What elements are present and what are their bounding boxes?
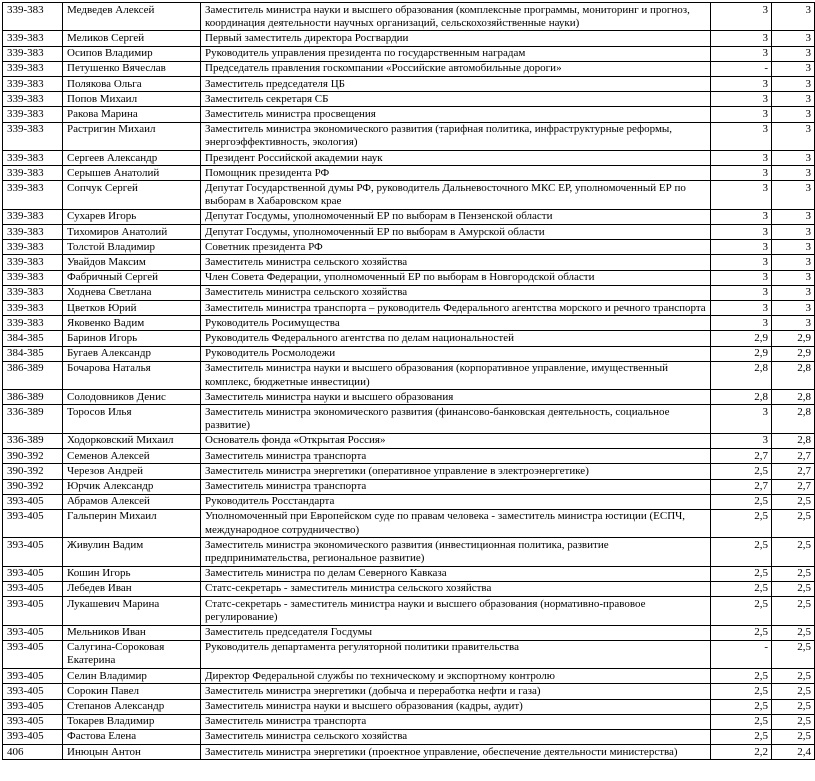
name-cell: Лукашевич Марина — [63, 597, 201, 625]
rank-cell: 393-405 — [3, 538, 63, 566]
score2-cell: 2,5 — [772, 729, 815, 744]
score1-cell: 2,5 — [711, 597, 772, 625]
name-cell: Серышев Анатолий — [63, 166, 201, 181]
table-row — [3, 361, 815, 389]
score2-cell: 3 — [772, 46, 815, 61]
position-cell: Заместитель министра по делам Северного Кавказа — [201, 566, 711, 581]
name-cell: Мельников Иван — [63, 625, 201, 640]
score2-cell: 2,5 — [772, 581, 815, 596]
table-row — [3, 479, 815, 494]
rank-cell: 339-383 — [3, 225, 63, 240]
rank-cell: 339-383 — [3, 122, 63, 150]
table-row — [3, 669, 815, 684]
score2-cell: 2,5 — [772, 699, 815, 714]
name-cell: Солодовников Денис — [63, 390, 201, 405]
name-cell: Яковенко Вадим — [63, 316, 201, 331]
position-cell: Заместитель министра сельского хозяйства — [201, 285, 711, 300]
name-cell: Медведев Алексей — [63, 3, 201, 31]
name-cell: Сорокин Павел — [63, 684, 201, 699]
position-cell: Помощник президента РФ — [201, 166, 711, 181]
table-row — [3, 745, 815, 760]
position-cell: Заместитель министра транспорта – руководитель Федерального агентства морского и речного транспорта — [201, 301, 711, 316]
name-cell: Селин Владимир — [63, 669, 201, 684]
name-cell: Растригин Михаил — [63, 122, 201, 150]
name-cell: Торосов Илья — [63, 405, 201, 433]
score1-cell: 3 — [711, 46, 772, 61]
position-cell: Уполномоченный при Европейском суде по правам человека - заместитель министра юстиции (ЕСПЧ, международное сотрудничество) — [201, 509, 711, 537]
name-cell: Сопчук Сергей — [63, 181, 201, 209]
table-row — [3, 581, 815, 596]
rank-cell: 339-383 — [3, 270, 63, 285]
name-cell: Петушенко Вячеслав — [63, 61, 201, 76]
table-row — [3, 509, 815, 537]
score1-cell: 3 — [711, 209, 772, 224]
table-row — [3, 77, 815, 92]
score1-cell: 3 — [711, 3, 772, 31]
name-cell: Сухарев Игорь — [63, 209, 201, 224]
rank-cell: 339-383 — [3, 46, 63, 61]
score1-cell: 3 — [711, 316, 772, 331]
rank-cell: 339-383 — [3, 316, 63, 331]
score2-cell: 3 — [772, 181, 815, 209]
score2-cell: 3 — [772, 3, 815, 31]
rank-cell: 339-383 — [3, 107, 63, 122]
ranking-table-body — [3, 3, 815, 760]
score2-cell: 3 — [772, 209, 815, 224]
score2-cell: 3 — [772, 92, 815, 107]
score1-cell: 3 — [711, 166, 772, 181]
position-cell: Заместитель министра экономического развития (тарифная политика, инфраструктурные реформы, энергоэффективность, экология) — [201, 122, 711, 150]
score2-cell: 2,7 — [772, 479, 815, 494]
name-cell: Степанов Александр — [63, 699, 201, 714]
position-cell: Руководитель департамента регуляторной политики правительства — [201, 640, 711, 668]
table-row — [3, 225, 815, 240]
table-row — [3, 151, 815, 166]
rank-cell: 339-383 — [3, 301, 63, 316]
name-cell: Полякова Ольга — [63, 77, 201, 92]
score1-cell: 2,5 — [711, 714, 772, 729]
score2-cell: 2,5 — [772, 669, 815, 684]
position-cell: Заместитель министра науки и высшего образования (кадры, аудит) — [201, 699, 711, 714]
name-cell: Увайдов Максим — [63, 255, 201, 270]
score1-cell: 2,8 — [711, 361, 772, 389]
score2-cell: 3 — [772, 285, 815, 300]
rank-cell: 390-392 — [3, 449, 63, 464]
table-row — [3, 316, 815, 331]
table-row — [3, 390, 815, 405]
table-row — [3, 449, 815, 464]
score2-cell: 2,5 — [772, 494, 815, 509]
table-row — [3, 107, 815, 122]
score1-cell: 2,5 — [711, 684, 772, 699]
position-cell: Заместитель министра сельского хозяйства — [201, 729, 711, 744]
score1-cell: 2,5 — [711, 699, 772, 714]
position-cell: Депутат Госдумы, уполномоченный ЕР по выборам в Амурской области — [201, 225, 711, 240]
document-page — [2, 2, 814, 760]
rank-cell: 390-392 — [3, 464, 63, 479]
position-cell: Руководитель Росимущества — [201, 316, 711, 331]
name-cell: Толстой Владимир — [63, 240, 201, 255]
score2-cell: 2,8 — [772, 390, 815, 405]
name-cell: Бугаев Александр — [63, 346, 201, 361]
score1-cell: 2,8 — [711, 390, 772, 405]
rank-cell: 339-383 — [3, 77, 63, 92]
score2-cell: 2,8 — [772, 361, 815, 389]
score2-cell: 2,5 — [772, 625, 815, 640]
name-cell: Фастова Елена — [63, 729, 201, 744]
table-row — [3, 255, 815, 270]
table-row — [3, 684, 815, 699]
rank-cell: 393-405 — [3, 640, 63, 668]
score1-cell: 3 — [711, 181, 772, 209]
score1-cell: 2,5 — [711, 494, 772, 509]
name-cell: Юрчик Александр — [63, 479, 201, 494]
name-cell: Ходнева Светлана — [63, 285, 201, 300]
score2-cell: 2,5 — [772, 714, 815, 729]
name-cell: Баринов Игорь — [63, 331, 201, 346]
score1-cell: 3 — [711, 151, 772, 166]
rank-cell: 339-383 — [3, 166, 63, 181]
name-cell: Осипов Владимир — [63, 46, 201, 61]
name-cell: Цветков Юрий — [63, 301, 201, 316]
position-cell: Заместитель председателя Госдумы — [201, 625, 711, 640]
rank-cell: 339-383 — [3, 209, 63, 224]
score1-cell: 3 — [711, 122, 772, 150]
score2-cell: 2,5 — [772, 538, 815, 566]
table-row — [3, 464, 815, 479]
position-cell: Заместитель секретаря СБ — [201, 92, 711, 107]
rank-cell: 393-405 — [3, 625, 63, 640]
table-row — [3, 122, 815, 150]
rank-cell: 393-405 — [3, 597, 63, 625]
position-cell: Руководитель Росмолодежи — [201, 346, 711, 361]
score2-cell: 3 — [772, 240, 815, 255]
name-cell: Абрамов Алексей — [63, 494, 201, 509]
rank-cell: 339-383 — [3, 31, 63, 46]
score1-cell: 2,5 — [711, 538, 772, 566]
score2-cell: 2,5 — [772, 566, 815, 581]
score1-cell: 3 — [711, 285, 772, 300]
position-cell: Основатель фонда «Открытая Россия» — [201, 433, 711, 448]
name-cell: Тихомиров Анатолий — [63, 225, 201, 240]
position-cell: Член Совета Федерации, уполномоченный ЕР по выборам в Новгородской области — [201, 270, 711, 285]
score1-cell: 3 — [711, 31, 772, 46]
score1-cell: 3 — [711, 107, 772, 122]
officials-ranking-table — [2, 2, 815, 760]
name-cell: Ракова Марина — [63, 107, 201, 122]
rank-cell: 339-383 — [3, 285, 63, 300]
name-cell: Сергеев Александр — [63, 151, 201, 166]
position-cell: Заместитель министра науки и высшего образования (комплексные программы, мониторинг и прогноз, координация деятельности научных организаций, сельскохозяйственные науки) — [201, 3, 711, 31]
table-row — [3, 331, 815, 346]
position-cell: Заместитель министра экономического развития (инвестиционная политика, развитие предпринимательства, региональное развитие) — [201, 538, 711, 566]
name-cell: Ходорковский Михаил — [63, 433, 201, 448]
table-row — [3, 61, 815, 76]
rank-cell: 393-405 — [3, 509, 63, 537]
score1-cell: 2,9 — [711, 346, 772, 361]
name-cell: Семенов Алексей — [63, 449, 201, 464]
position-cell: Депутат Госдумы, уполномоченный ЕР по выборам в Пензенской области — [201, 209, 711, 224]
score2-cell: 3 — [772, 225, 815, 240]
rank-cell: 393-405 — [3, 714, 63, 729]
table-row — [3, 699, 815, 714]
rank-cell: 393-405 — [3, 669, 63, 684]
rank-cell: 393-405 — [3, 566, 63, 581]
name-cell: Кошин Игорь — [63, 566, 201, 581]
table-row — [3, 566, 815, 581]
score1-cell: 2,5 — [711, 464, 772, 479]
table-row — [3, 433, 815, 448]
score2-cell: 2,7 — [772, 464, 815, 479]
rank-cell: 393-405 — [3, 684, 63, 699]
position-cell: Заместитель министра энергетики (оперативное управление в электроэнергетике) — [201, 464, 711, 479]
score2-cell: 2,5 — [772, 509, 815, 537]
score2-cell: 2,5 — [772, 597, 815, 625]
table-row — [3, 640, 815, 668]
position-cell: Руководитель Росстандарта — [201, 494, 711, 509]
name-cell: Токарев Владимир — [63, 714, 201, 729]
position-cell: Заместитель министра науки и высшего образования — [201, 390, 711, 405]
score2-cell: 2,4 — [772, 745, 815, 760]
rank-cell: 339-383 — [3, 240, 63, 255]
score1-cell: 3 — [711, 92, 772, 107]
score1-cell: 3 — [711, 255, 772, 270]
position-cell: Советник президента РФ — [201, 240, 711, 255]
table-row — [3, 3, 815, 31]
position-cell: Заместитель министра просвещения — [201, 107, 711, 122]
table-row — [3, 46, 815, 61]
rank-cell: 339-383 — [3, 3, 63, 31]
position-cell: Заместитель министра транспорта — [201, 479, 711, 494]
table-row — [3, 285, 815, 300]
position-cell: Депутат Государственной думы РФ, руководитель Дальневосточного МКС ЕР, уполномоченный ЕР по выборам в Хабаровском крае — [201, 181, 711, 209]
table-row — [3, 209, 815, 224]
score1-cell: - — [711, 61, 772, 76]
score2-cell: 2,5 — [772, 640, 815, 668]
score1-cell: 3 — [711, 433, 772, 448]
rank-cell: 339-383 — [3, 181, 63, 209]
score1-cell: 3 — [711, 270, 772, 285]
position-cell: Статс-секретарь - заместитель министра науки и высшего образования (нормативно-правовое регулирование) — [201, 597, 711, 625]
score2-cell: 2,8 — [772, 405, 815, 433]
score2-cell: 2,9 — [772, 331, 815, 346]
score1-cell: 3 — [711, 77, 772, 92]
score2-cell: 3 — [772, 77, 815, 92]
position-cell: Статс-секретарь - заместитель министра сельского хозяйства — [201, 581, 711, 596]
score1-cell: 3 — [711, 301, 772, 316]
score1-cell: 2,7 — [711, 479, 772, 494]
score1-cell: 2,5 — [711, 566, 772, 581]
rank-cell: 393-405 — [3, 494, 63, 509]
rank-cell: 339-383 — [3, 255, 63, 270]
score1-cell: 3 — [711, 405, 772, 433]
rank-cell: 393-405 — [3, 699, 63, 714]
table-row — [3, 714, 815, 729]
rank-cell: 384-385 — [3, 331, 63, 346]
table-row — [3, 31, 815, 46]
rank-cell: 384-385 — [3, 346, 63, 361]
rank-cell: 390-392 — [3, 479, 63, 494]
score1-cell: 2,5 — [711, 625, 772, 640]
score1-cell: 2,5 — [711, 729, 772, 744]
position-cell: Заместитель министра сельского хозяйства — [201, 255, 711, 270]
position-cell: Руководитель управления президента по государственным наградам — [201, 46, 711, 61]
table-row — [3, 729, 815, 744]
score1-cell: - — [711, 640, 772, 668]
table-row — [3, 597, 815, 625]
name-cell: Бочарова Наталья — [63, 361, 201, 389]
rank-cell: 336-389 — [3, 433, 63, 448]
score1-cell: 2,2 — [711, 745, 772, 760]
position-cell: Руководитель Федерального агентства по делам национальностей — [201, 331, 711, 346]
position-cell: Заместитель министра энергетики (проектное управление, обеспечение деятельности министерства) — [201, 745, 711, 760]
position-cell: Заместитель министра экономического развития (финансово-банковская деятельность, социальное развитие) — [201, 405, 711, 433]
rank-cell: 339-383 — [3, 92, 63, 107]
name-cell: Попов Михаил — [63, 92, 201, 107]
position-cell: Директор Федеральной службы по техническому и экспортному контролю — [201, 669, 711, 684]
position-cell: Первый заместитель директора Росгвардии — [201, 31, 711, 46]
table-row — [3, 494, 815, 509]
score2-cell: 3 — [772, 107, 815, 122]
score2-cell: 2,5 — [772, 684, 815, 699]
score1-cell: 3 — [711, 225, 772, 240]
score1-cell: 2,9 — [711, 331, 772, 346]
table-row — [3, 538, 815, 566]
table-row — [3, 346, 815, 361]
table-row — [3, 181, 815, 209]
name-cell: Лебедев Иван — [63, 581, 201, 596]
score1-cell: 2,5 — [711, 669, 772, 684]
score2-cell: 3 — [772, 270, 815, 285]
score2-cell: 3 — [772, 31, 815, 46]
name-cell: Гальперин Михаил — [63, 509, 201, 537]
name-cell: Живулин Вадим — [63, 538, 201, 566]
score2-cell: 3 — [772, 122, 815, 150]
name-cell: Салугина-Сороковая Екатерина — [63, 640, 201, 668]
table-row — [3, 166, 815, 181]
score1-cell: 2,5 — [711, 581, 772, 596]
table-row — [3, 270, 815, 285]
name-cell: Меликов Сергей — [63, 31, 201, 46]
position-cell: Заместитель министра энергетики (добыча и переработка нефти и газа) — [201, 684, 711, 699]
rank-cell: 393-405 — [3, 729, 63, 744]
score2-cell: 3 — [772, 316, 815, 331]
score2-cell: 3 — [772, 61, 815, 76]
rank-cell: 339-383 — [3, 61, 63, 76]
rank-cell: 339-383 — [3, 151, 63, 166]
table-row — [3, 301, 815, 316]
rank-cell: 386-389 — [3, 361, 63, 389]
rank-cell: 393-405 — [3, 581, 63, 596]
score2-cell: 3 — [772, 166, 815, 181]
score1-cell: 3 — [711, 240, 772, 255]
rank-cell: 336-389 — [3, 405, 63, 433]
score1-cell: 2,5 — [711, 509, 772, 537]
name-cell: Фабричный Сергей — [63, 270, 201, 285]
position-cell: Президент Российской академии наук — [201, 151, 711, 166]
position-cell: Заместитель министра транспорта — [201, 449, 711, 464]
table-row — [3, 625, 815, 640]
table-row — [3, 92, 815, 107]
rank-cell: 406 — [3, 745, 63, 760]
name-cell: Черезов Андрей — [63, 464, 201, 479]
position-cell: Заместитель министра науки и высшего образования (корпоративное управление, имущественный комплекс, бюджетные инвестиции) — [201, 361, 711, 389]
score1-cell: 2,7 — [711, 449, 772, 464]
score2-cell: 2,8 — [772, 433, 815, 448]
score2-cell: 2,9 — [772, 346, 815, 361]
score2-cell: 3 — [772, 255, 815, 270]
score2-cell: 3 — [772, 151, 815, 166]
score2-cell: 2,7 — [772, 449, 815, 464]
position-cell: Заместитель министра транспорта — [201, 714, 711, 729]
name-cell: Инюцын Антон — [63, 745, 201, 760]
score2-cell: 3 — [772, 301, 815, 316]
position-cell: Заместитель председателя ЦБ — [201, 77, 711, 92]
rank-cell: 386-389 — [3, 390, 63, 405]
position-cell: Председатель правления госкомпании «Российские автомобильные дороги» — [201, 61, 711, 76]
table-row — [3, 240, 815, 255]
table-row — [3, 405, 815, 433]
